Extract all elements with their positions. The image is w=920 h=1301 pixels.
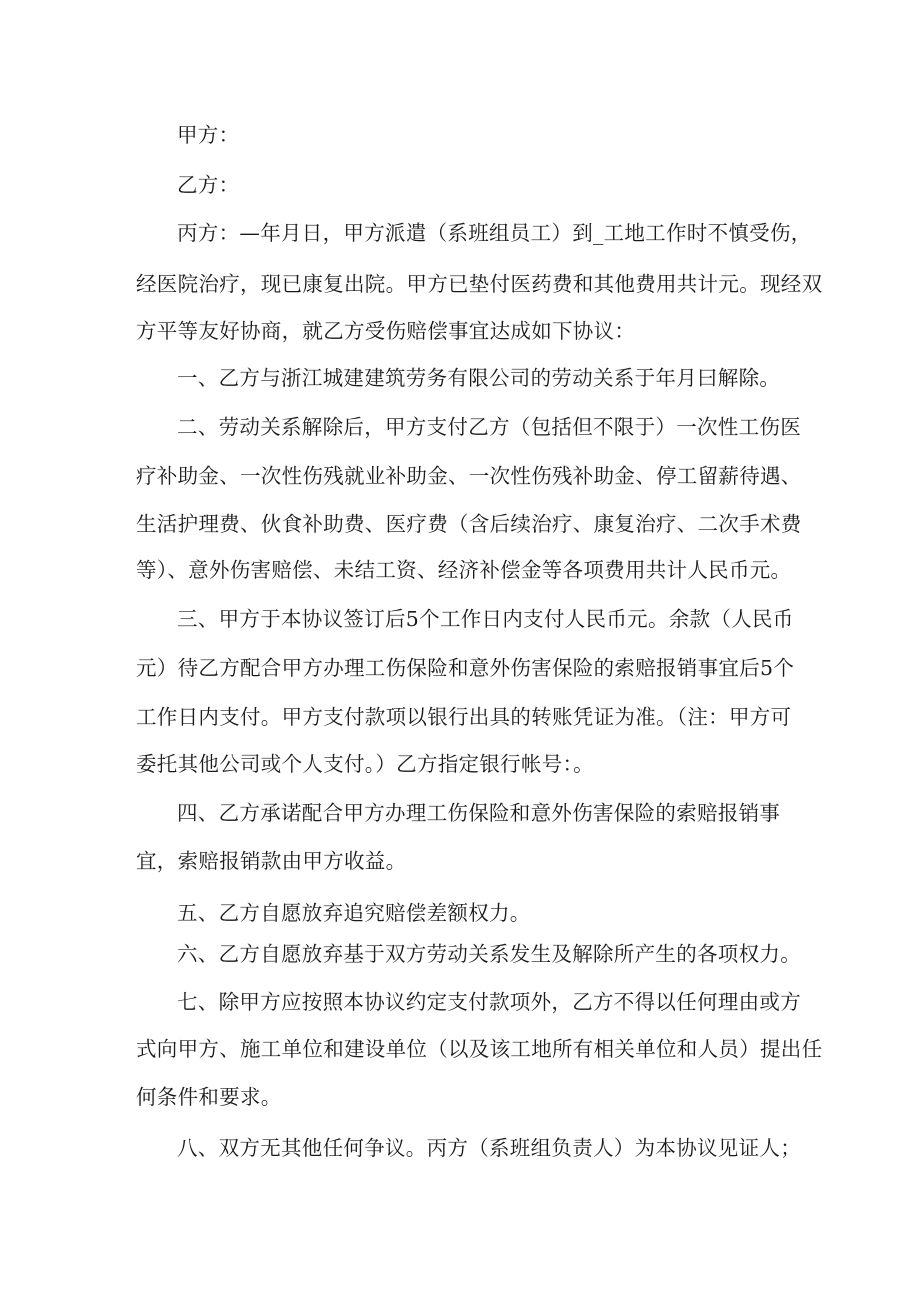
clause-2-line-1: 二、劳动关系解除后，甲方支付乙方（包括但不限于）一次性工伤医 (177, 415, 801, 439)
clause-2-line-4: 等）、意外伤害赔偿、未结工资、经济补偿金等各项费用共计人民币元。 (136, 558, 792, 582)
clause-3-line-2: 元）待乙方配合甲方办理工伤保险和意外伤害保险的索赔报销事宜后5个 (136, 656, 795, 680)
clause-7-line-3: 何条件和要求。 (136, 1085, 282, 1109)
clause-4-line-1: 四、乙方承诺配合甲方办理工伤保险和意外伤害保险的索赔报销事 (177, 801, 781, 825)
party-b-line: 乙方： (177, 173, 240, 197)
clause-4-line-2: 宜，索赔报销款由甲方收益。 (136, 849, 407, 873)
clause-6: 六、乙方自愿放弃基于双方劳动关系发生及解除所产生的各项权力。 (177, 942, 801, 966)
clause-3-line-1: 三、甲方于本协议签订后5个工作日内支付人民币元。余款（人民币 (177, 607, 794, 631)
party-c-line: 丙方：—年月日，甲方派遣（系班组员工）到_工地工作时不慎受伤， (177, 221, 812, 245)
clause-8: 八、双方无其他任何争议。丙方（系班组负责人）为本协议见证人； (177, 1136, 801, 1160)
clause-3-line-4: 委托其他公司或个人支付。）乙方指定银行帐号：。 (136, 752, 594, 776)
clause-2-line-2: 疗补助金、一次性伤残就业补助金、一次性伤残补助金、停工留薪待遇、 (136, 464, 802, 488)
clause-5: 五、乙方自愿放弃追究赔偿差额权力。 (177, 901, 531, 925)
clause-7-line-2: 式向甲方、施工单位和建设单位（以及该工地所有相关单位和人员）提出任 (136, 1037, 823, 1061)
clause-7-line-1: 七、除甲方应按照本协议约定支付款项外，乙方不得以任何理由或方 (177, 990, 801, 1014)
intro-line-3: 方平等友好协商，就乙方受伤赔偿事宜达成如下协议： (136, 319, 636, 343)
clause-2-line-3: 生活护理费、伙食补助费、医疗费（含后续治疗、康复治疗、二次手术费 (136, 512, 802, 536)
intro-line-2: 经医院治疗，现已康复出院。甲方已垫付医药费和其他费用共计元。现经双 (136, 272, 823, 296)
clause-1: 一、乙方与浙江城建建筑劳务有限公司的劳动关系于年月曰解除。 (177, 366, 781, 390)
clause-3-line-3: 工作日内支付。甲方支付款项以银行出具的转账凭证为准。（注：甲方可 (136, 705, 792, 729)
party-a-line: 甲方： (177, 123, 240, 147)
